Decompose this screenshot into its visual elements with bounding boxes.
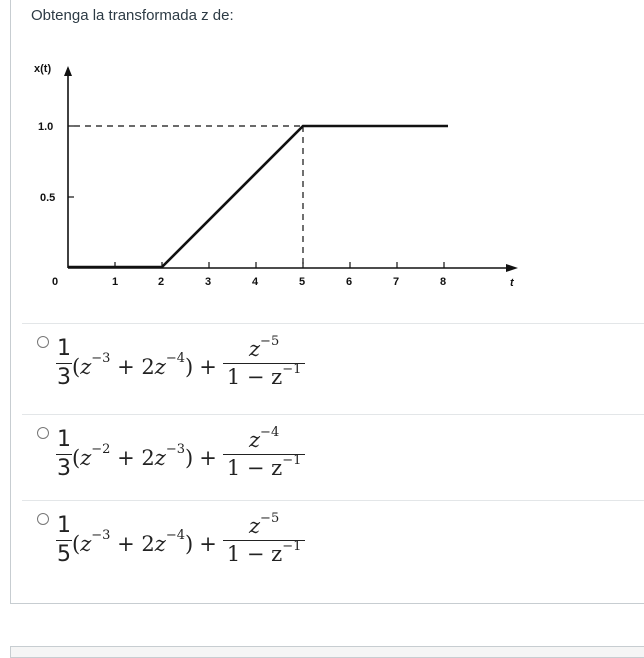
radio-button[interactable] bbox=[37, 427, 49, 439]
answer-option-2[interactable] bbox=[22, 414, 644, 500]
question-text: Obtenga la transformada z de: bbox=[31, 7, 234, 24]
x-axis-label: t bbox=[510, 277, 514, 289]
signal-line bbox=[68, 126, 448, 267]
x-tick-label: 3 bbox=[205, 276, 212, 288]
y-tick-label-1: 1.0 bbox=[38, 121, 54, 133]
x-tick-label: 1 bbox=[112, 276, 119, 288]
option-formula: $\frac{1}{3}$ $(z^{-3} + 2z^{-4})$ + $\frac{z^{-5}}{1 - z^{-1}}$ bbox=[56, 338, 305, 389]
y-axis-arrow bbox=[64, 66, 72, 76]
origin-label: 0 bbox=[52, 276, 59, 288]
x-axis-arrow bbox=[506, 264, 518, 272]
x-tick-label: 6 bbox=[346, 276, 353, 288]
answer-option-3[interactable] bbox=[22, 500, 644, 586]
x-tick-label: 8 bbox=[440, 276, 447, 288]
radio-button[interactable] bbox=[37, 336, 49, 348]
answer-option-1[interactable] bbox=[22, 323, 644, 409]
option-formula: $\frac{1}{5}$ $(z^{-3} + 2z^{-4})$ + $\frac{z^{-5}}{1 - z^{-1}}$ bbox=[56, 515, 305, 566]
option-formula: $\frac{1}{3}$ $(z^{-2} + 2z^{-3})$ + $\frac{z^{-4}}{1 - z^{-1}}$ bbox=[56, 429, 305, 480]
x-tick-label: 5 bbox=[299, 276, 306, 288]
x-tick-label: 7 bbox=[393, 276, 400, 288]
signal-graph bbox=[28, 58, 538, 298]
x-tick-label: 4 bbox=[252, 276, 259, 288]
y-tick-label-05: 0.5 bbox=[40, 192, 56, 204]
y-axis-label: x(t) bbox=[34, 63, 52, 75]
radio-button[interactable] bbox=[37, 513, 49, 525]
next-question-card-edge bbox=[10, 646, 644, 658]
x-tick-label: 2 bbox=[158, 276, 165, 288]
